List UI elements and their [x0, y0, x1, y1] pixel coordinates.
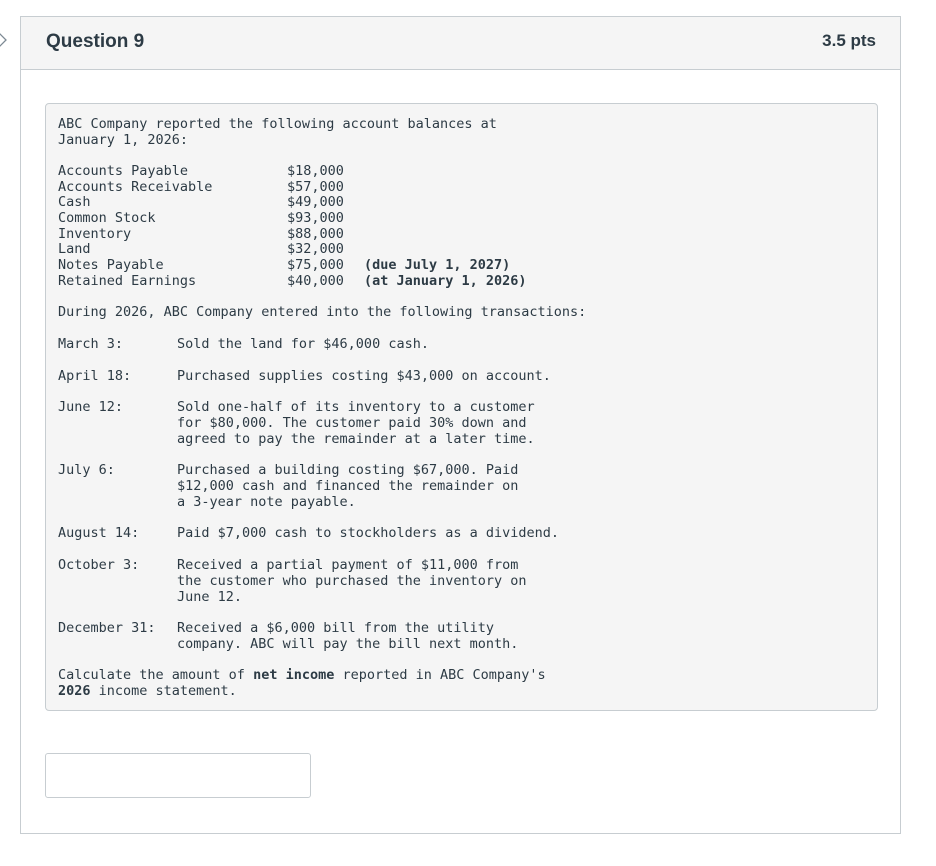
question-emphasis: 2026 — [58, 683, 91, 699]
transaction-text: $12,000 cash and financed the remainder on — [177, 478, 519, 494]
account-amount: $75,000 — [287, 257, 344, 273]
account-name: Land — [58, 241, 91, 257]
transaction-text: Purchased a building costing $67,000. Paid — [177, 462, 519, 478]
account-amount: $57,000 — [287, 179, 344, 195]
transaction-text: Sold the land for $46,000 cash. — [177, 336, 429, 352]
account-amount: $18,000 — [287, 163, 344, 179]
question-header — [21, 17, 900, 70]
account-amount: $49,000 — [287, 194, 344, 210]
question-prompt — [58, 667, 546, 683]
transaction-text: Purchased supplies costing $43,000 on account. — [177, 368, 551, 384]
question-card — [20, 16, 901, 834]
account-amount: $32,000 — [287, 241, 344, 257]
account-amount: $88,000 — [287, 226, 344, 242]
question-prompt-line2 — [58, 683, 237, 699]
account-name: Common Stock — [58, 210, 156, 226]
transaction-date: July 6: — [58, 462, 115, 478]
transaction-text: company. ABC will pay the bill next month. — [177, 636, 519, 652]
question-text-part: income statement. — [90, 683, 237, 699]
account-amount: $40,000 — [287, 273, 344, 289]
question-text-part: Calculate the amount of — [58, 667, 254, 683]
answer-input[interactable] — [45, 753, 311, 798]
question-points: 3.5 pts — [822, 31, 876, 50]
account-name: Cash — [58, 194, 91, 210]
question-text-part: reported in ABC Company's — [334, 667, 546, 683]
account-name: Retained Earnings — [58, 273, 197, 289]
question-title: Question 9 — [46, 31, 145, 52]
account-note: (due July 1, 2027) — [364, 257, 511, 273]
transaction-text: for $80,000. The customer paid 30% down and — [177, 415, 527, 431]
question-nav-arrow-icon — [0, 30, 14, 50]
transaction-text: agreed to pay the remainder at a later time. — [177, 431, 535, 447]
account-amount: $93,000 — [287, 210, 344, 226]
account-name: Accounts Receivable — [58, 179, 213, 195]
transactions-intro: During 2026, ABC Company entered into the following transactions: — [58, 304, 587, 320]
transaction-text: June 12. — [177, 589, 243, 605]
account-note: (at January 1, 2026) — [364, 273, 527, 289]
transaction-text: Paid $7,000 cash to stockholders as a dividend. — [177, 525, 560, 541]
intro-line: January 1, 2026: — [58, 132, 189, 148]
intro-line: ABC Company reported the following account balances at — [58, 116, 497, 132]
transaction-text: Sold one-half of its inventory to a customer — [177, 399, 535, 415]
transaction-date: August 14: — [58, 525, 140, 541]
transaction-text: Received a partial payment of $11,000 from — [177, 557, 519, 573]
account-name: Accounts Payable — [58, 163, 189, 179]
transaction-text: a 3-year note payable. — [177, 494, 356, 510]
transaction-date: June 12: — [58, 399, 124, 415]
account-name: Notes Payable — [58, 257, 164, 273]
problem-statement — [45, 103, 878, 711]
transaction-date: October 3: — [58, 557, 140, 573]
transaction-text: Received a $6,000 bill from the utility — [177, 620, 494, 636]
transaction-text: the customer who purchased the inventory on — [177, 573, 527, 589]
transaction-date: December 31: — [58, 620, 156, 636]
account-name: Inventory — [58, 226, 132, 242]
transaction-date: March 3: — [58, 336, 124, 352]
question-emphasis: net income — [253, 667, 335, 683]
transaction-date: April 18: — [58, 368, 132, 384]
